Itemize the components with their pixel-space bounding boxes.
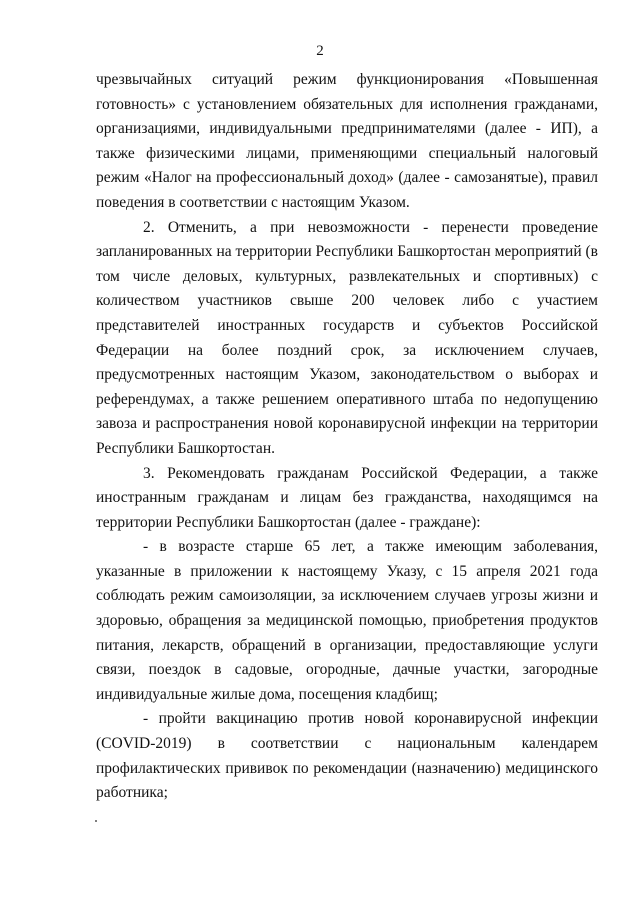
document-body <box>96 68 598 806</box>
paragraph-item-2: 2. Отменить, а при невозможности - перенести проведение запланированных на территории Республики Башкортостан мероприятий (в том числе деловых, культурных, развлекательных и спортивных) с количеством участников свыше 200 человек либо с участием представителей иностранных государств и субъектов Российской Федерации на более поздний срок, за исключением случаев, предусмотренных настоящим Указом, законодательством о выборах и референдумах, а также решением оперативного штаба по недопущению завоза и распространения новой коронавирусной инфекции на территории Республики Башкортостан. <box>96 218 598 457</box>
paragraph-item-3: 3. Рекомендовать гражданам Российской Федерации, а также иностранным гражданам и лицам без гражданства, находящимся на территории Республики Башкортостан (далее - граждане): <box>96 464 598 531</box>
paragraph-continuation: чрезвычайных ситуаций режим функционирования «Повышенная готовность» с установлением обязательных для исполнения гражданами, организациями, индивидуальными предпринимателями (далее - ИП), а также физическими лицами, применяющими специальный налоговый режим «Налог на профессиональный доход» (далее - самозанятые), правил поведения в соответствии с настоящим Указом. <box>96 71 598 211</box>
paragraph-bullet-self-isolation: - в возрасте старше 65 лет, а также имеющим заболевания, указанные в приложении к настоящему Указу, с 15 апреля 2021 года соблюдать режим самоизоляции, за исключением случаев угрозы жизни и здоровью, обращения за медицинской помощью, приобретения продуктов питания, лекарств, обращений в организации, предоставляющие услуги связи, поездок в садовые, огородные, дачные участки, загородные индивидуальные жилые дома, посещения кладбищ; <box>96 538 598 703</box>
scan-speck <box>95 820 97 822</box>
page-number: 2 <box>316 43 324 59</box>
paragraph-bullet-vaccination: - пройти вакцинацию против новой коронавирусной инфекции (COVID-2019) в соответствии с национальным календарем профилактических прививок по рекомендации (назначению) медицинского работника; <box>96 710 598 802</box>
